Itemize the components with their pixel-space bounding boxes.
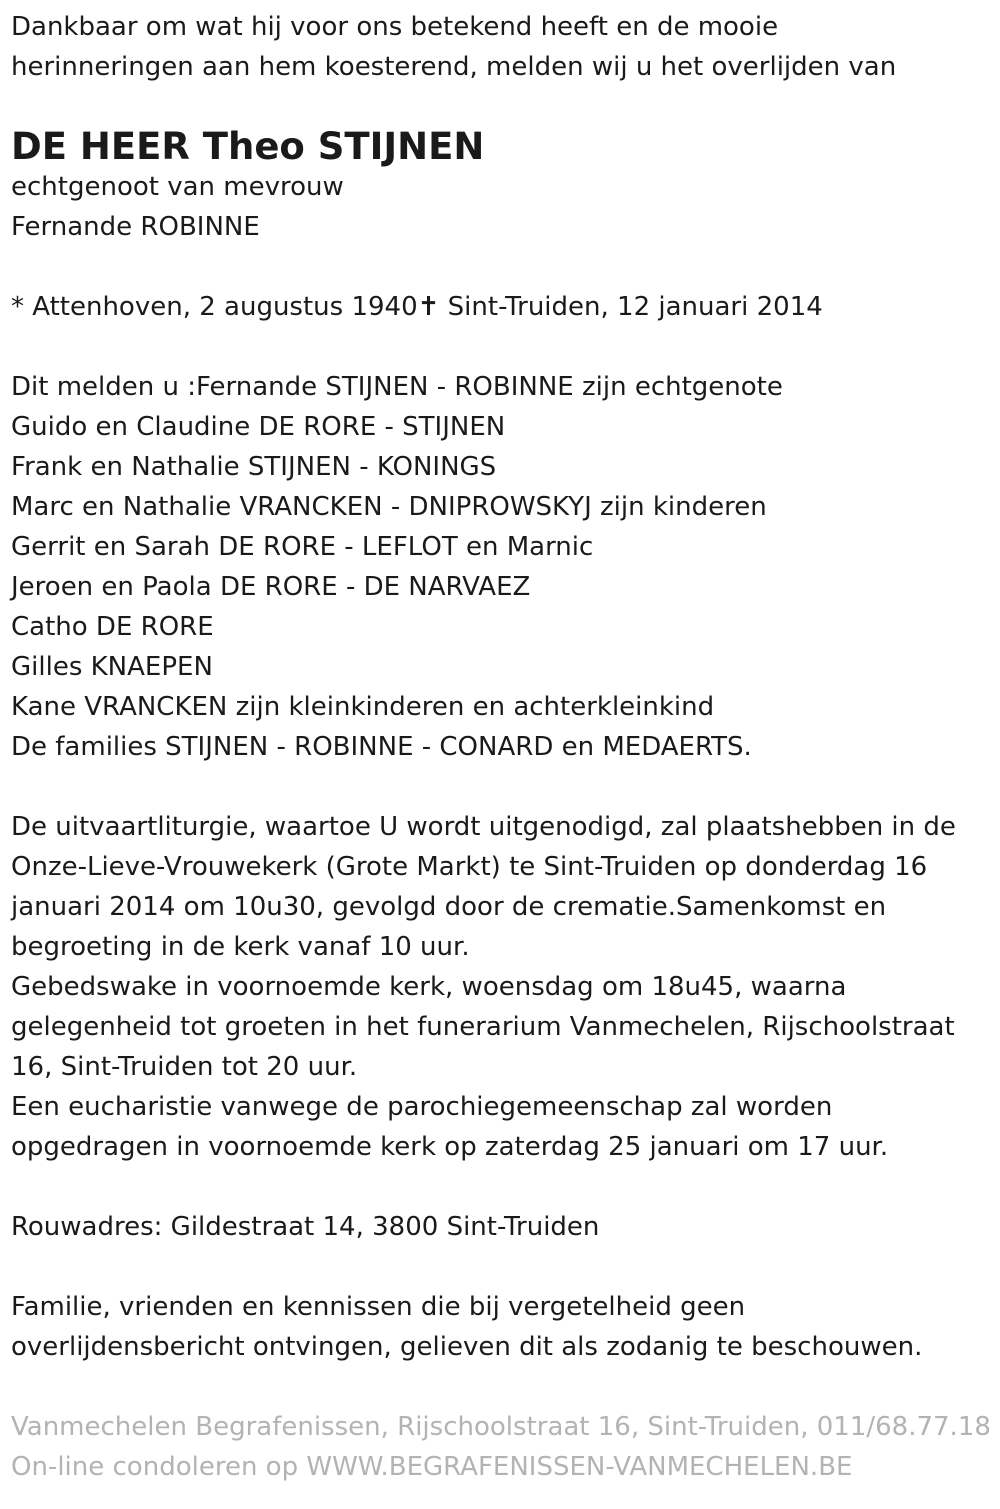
spouse-line: echtgenoot van mevrouw [11,172,344,202]
deceased-name: DE HEER Theo STIJNEN [11,125,485,168]
closing-line: Familie, vrienden en kennissen die bij vergetelheid geen [11,1292,746,1322]
family-line: Dit melden u :Fernande STIJNEN - ROBINNE zijn echtgenote [11,372,783,402]
spouse-info [11,167,996,247]
ceremony-line: gelegenheid tot groeten in het funerarium Vanmechelen, Rijschoolstraat [11,1012,955,1042]
family-line: Guido en Claudine DE RORE - STIJNEN [11,412,506,442]
intro-text [11,7,996,87]
ceremony-line: Gebedswake in voornoemde kerk, woensdag om 18u45, waarna [11,972,847,1002]
ceremony-line: 16, Sint-Truiden tot 20 uur. [11,1052,358,1082]
ceremony-line: januari 2014 om 10u30, gevolgd door de crematie.Samenkomst en [11,892,887,922]
footer-contact: Vanmechelen Begrafenissen, Rijschoolstraat 16, Sint-Truiden, 011/68.77.18 [11,1412,991,1442]
closing-note [11,1287,996,1367]
ceremony-line: Onze-Lieve-Vrouwekerk (Grote Markt) te Sint-Truiden op donderdag 16 [11,852,928,882]
family-list [11,367,996,767]
ceremony-line: Een eucharistie vanwege de parochiegemeenschap zal worden [11,1092,833,1122]
footer-condolence-link[interactable]: On-line condoleren op WWW.BEGRAFENISSEN-VANMECHELEN.BE [11,1452,853,1482]
ceremony-line: opgedragen in voornoemde kerk op zaterdag 25 januari om 17 uur. [11,1132,889,1162]
ceremony-info [11,807,996,1167]
family-line: Kane VRANCKEN zijn kleinkinderen en achterkleinkind [11,692,715,722]
address-line: Rouwadres: Gildestraat 14, 3800 Sint-Truiden [11,1212,600,1242]
dates-line: * Attenhoven, 2 augustus 1940✝ Sint-Truiden, 12 januari 2014 [11,292,823,322]
family-line: Marc en Nathalie VRANCKEN - DNIPROWSKYJ zijn kinderen [11,492,767,522]
ceremony-line: begroeting in de kerk vanaf 10 uur. [11,932,470,962]
intro-line: herinneringen aan hem koesterend, melden wij u het overlijden van [11,52,897,82]
family-line: Gerrit en Sarah DE RORE - LEFLOT en Marnic [11,532,594,562]
closing-line: overlijdensbericht ontvingen, gelieven dit als zodanig te beschouwen. [11,1332,923,1362]
birth-death-dates [11,287,996,327]
intro-line: Dankbaar om wat hij voor ons betekend heeft en de mooie [11,12,779,42]
obituary-notice [11,7,996,1487]
family-line: Gilles KNAEPEN [11,652,213,682]
funeral-home-footer [11,1407,996,1487]
family-line: Frank en Nathalie STIJNEN - KONINGS [11,452,497,482]
mourning-address [11,1207,996,1247]
family-line: De families STIJNEN - ROBINNE - CONARD en MEDAERTS. [11,732,752,762]
family-line: Catho DE RORE [11,612,214,642]
spouse-line: Fernande ROBINNE [11,212,260,242]
ceremony-line: De uitvaartliturgie, waartoe U wordt uitgenodigd, zal plaatshebben in de [11,812,956,842]
family-line: Jeroen en Paola DE RORE - DE NARVAEZ [11,572,531,602]
